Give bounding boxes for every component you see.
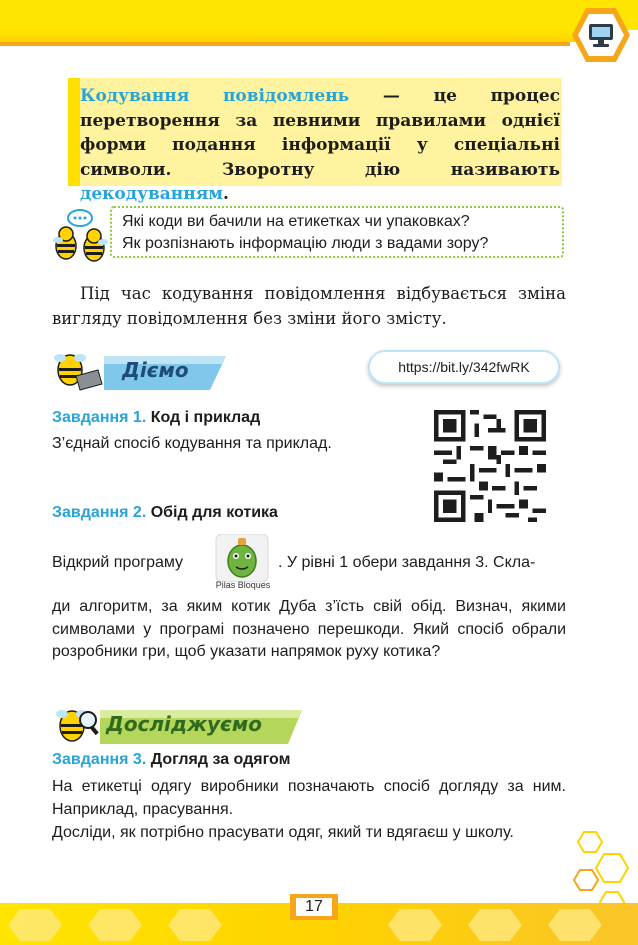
definition-text [80,84,560,207]
monitor-icon [570,6,632,64]
task1-number: Завдання 1. [52,409,147,426]
page-number: 17 [305,898,323,915]
section-act-title: Діємо [122,358,189,382]
task3-title: Догляд за одягом [150,751,291,768]
app-caption: Pilas Bloques [215,580,271,590]
intro-paragraph-text: Під час кодування повідомлення відбувається зміна вигляду повідомлення без зміни його змісту. [52,284,566,328]
task2-text-before: Відкрий програму [52,554,184,571]
intro-paragraph [52,281,566,331]
task2-heading [52,504,278,522]
task3-heading [52,751,290,769]
task1-heading [52,409,260,427]
task2-text-after: . У рівні 1 обери завдання 3. Скла- [278,554,536,571]
task2-title: Обід для котика [150,504,278,521]
bee-magnifier-icon [56,710,99,741]
question-line-2: Як розпізнають інформацію люди з вадами зору? [122,235,489,252]
question-line-1: Які коди ви бачили на етикетках чи упаковках? [122,213,470,230]
definition-inverse-term: декодуванням [80,184,224,204]
section-explore-title: Досліджуємо [106,712,262,736]
pilas-bloques-icon[interactable] [214,534,270,582]
task2-number: Завдання 2. [52,504,147,521]
top-band [0,0,638,30]
link-url[interactable]: https://bit.ly/342fwRK [398,359,530,375]
qr-code[interactable] [434,410,546,522]
question-text [122,211,562,255]
task3-text-1: На етикетці одягу виробники позначають спосіб догляду за ним. Наприклад, прасування. [52,778,566,818]
bee-laptop-icon [54,354,102,390]
definition-end: . [223,184,229,204]
bees-talk-icon [50,206,112,266]
link-pill[interactable] [368,350,560,384]
definition-term: Кодування повідомлень [80,86,350,106]
task1-title: Код і приклад [150,409,261,426]
definition-body: — це процес перетворення за певними правилами однієї форми подання інформації у спеціальні символи. Зворотну дію називають [80,86,560,180]
top-stripe [0,42,570,46]
task3-text-2: Досліди, як потрібно прасувати одяг, який ти вдягаєш у школу. [52,824,514,841]
task3-number: Завдання 3. [52,751,147,768]
task1-text: З’єднай спосіб кодування та приклад. [52,435,332,452]
task2-text-rest: ди алгоритм, за яким котик Дуба з’їсть свій обід. Визнач, якими символами у програмі позначено перешкоди. Який спосіб обрали розробники гри, щоб указати напрямок руху котика? [52,598,566,660]
